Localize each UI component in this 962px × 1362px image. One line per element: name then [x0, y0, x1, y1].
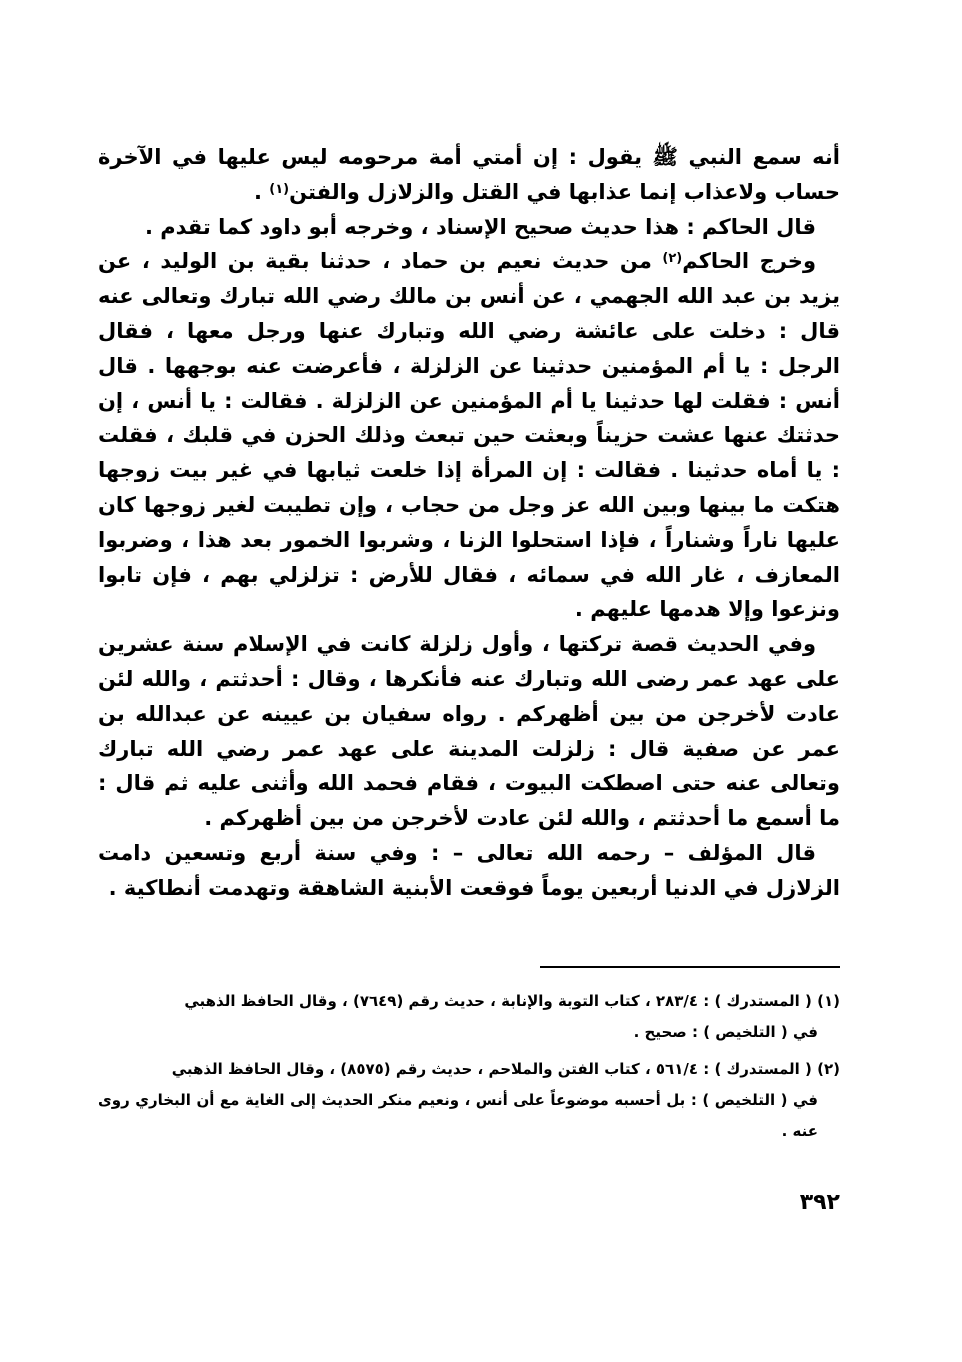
- footnote-ref: (١): [269, 181, 290, 197]
- paragraph-hadith-mercy: [98, 140, 840, 210]
- footnote-item: [98, 986, 840, 1048]
- paragraph-hakim-grading: قال الحاكم : هذا حديث صحيح الإسناد ، وخرجه أبو داود كما تقدم .: [144, 214, 816, 239]
- footnote-ref: (٢): [662, 251, 683, 267]
- footnotes: [98, 986, 840, 1153]
- paragraph-end: .: [253, 179, 270, 204]
- paragraph-text: أنه سمع النبي ﷺ يقول : إن أمتي أمة مرحومه ليس عليها في الآخرة حساب ولاعذاب إنما عذابها في القتل والزلازل والفتن: [98, 145, 840, 204]
- footnote-text: ( المستدرك ) : ٥٦١/٤ ، كتاب الفتن والملاحم ، حديث رقم (٨٥٧٥) ، وقال الحافظ الذهبي: [171, 1060, 812, 1078]
- footnote-divider: [540, 966, 840, 968]
- footnote-marker: (٢): [817, 1060, 840, 1078]
- footnote-marker: (١): [817, 992, 840, 1010]
- main-text: [98, 140, 840, 906]
- footnote-text-cont: في ( التلخيص ) : بل أحسبه موضوعاً على أنس ، ونعيم منكر الحديث إلى الغاية مع أن البخاري روى عنه .: [98, 1091, 818, 1140]
- paragraph-text: وخرج الحاكم: [682, 249, 816, 274]
- footnote-item: [98, 1054, 840, 1147]
- page-number: ٣٩٢: [799, 1190, 840, 1215]
- footnote-text-cont: في ( التلخيص ) : صحيح .: [633, 1023, 818, 1041]
- footnote-text: ( المستدرك ) : ٢٨٣/٤ ، كتاب التوبة والإنابة ، حديث رقم (٧٦٤٩) ، وقال الحافظ الذهبي: [184, 992, 812, 1010]
- paragraph-text: من حديث نعيم بن حماد ، حدثنا بقية بن الوليد ، عن يزيد بن عبد الله الجهمي ، عن أنس بن مالك رضي الله تبارك وتعالى عنه قال : دخلت على عائشة رضي الله وتبارك عنها ورجل معها ، فقال الرجل : يا أم المؤمنين حدثينا عن الزلزلة ، فأعرضت عنه بوجهها . قال أنس : فقلت لها حدثينا يا أم المؤمنين عن الزلزلة . فقالت : يا أنس ، إن حدثتك عنها عشت حزيناً وبعثت حين تبعث وذلك الحزن في قلبك ، فقلت : يا أماه حدثينا . فقالت : إن المرأة إذا خلعت ثيابها في غير بيت زوجها هتكت ما بينها وبين الله عز وجل من حجاب ، وإن تطيبت لغير زوجها كان عليها ناراً وشناراً ، فإذا استحلوا الزنا ، وشربوا الخمور بعد هذا ، وضربوا المعازف ، غار الله في سمائه ، فقال للأرض : تزلزلي بهم ، فإن تابوا ونزعوا وإلا هدمها عليهم .: [98, 249, 840, 622]
- paragraph-author-note: قال المؤلف – رحمه الله تعالى – : وفي سنة أربع وتسعين دامت الزلازل في الدنيا أربعين يوماً فوقعت الأبنية الشاهقة وتهدمت أنطاكية .: [98, 840, 840, 900]
- paragraph-first-earthquake: وفي الحديث قصة تركتها ، وأول زلزلة كانت في الإسلام سنة عشرين على عهد عمر رضى الله وتبارك عنه فأنكرها ، وقال : أحدثتم ، والله لئن عادت لأخرجن من بين أظهركم . رواه سفيان بن عيينه عن عبدالله بن عمر عن صفية قال : زلزلت المدينة على عهد عمر رضي الله تبارك وتعالى عنه حتى اصطكت البيوت ، فقام فحمد الله وأثنى عليه ثم قال : ما أسمع ما أحدثتم ، والله لئن عادت لأخرجن من بين أظهركم .: [98, 632, 840, 831]
- paragraph-aisha-narration: [98, 244, 840, 627]
